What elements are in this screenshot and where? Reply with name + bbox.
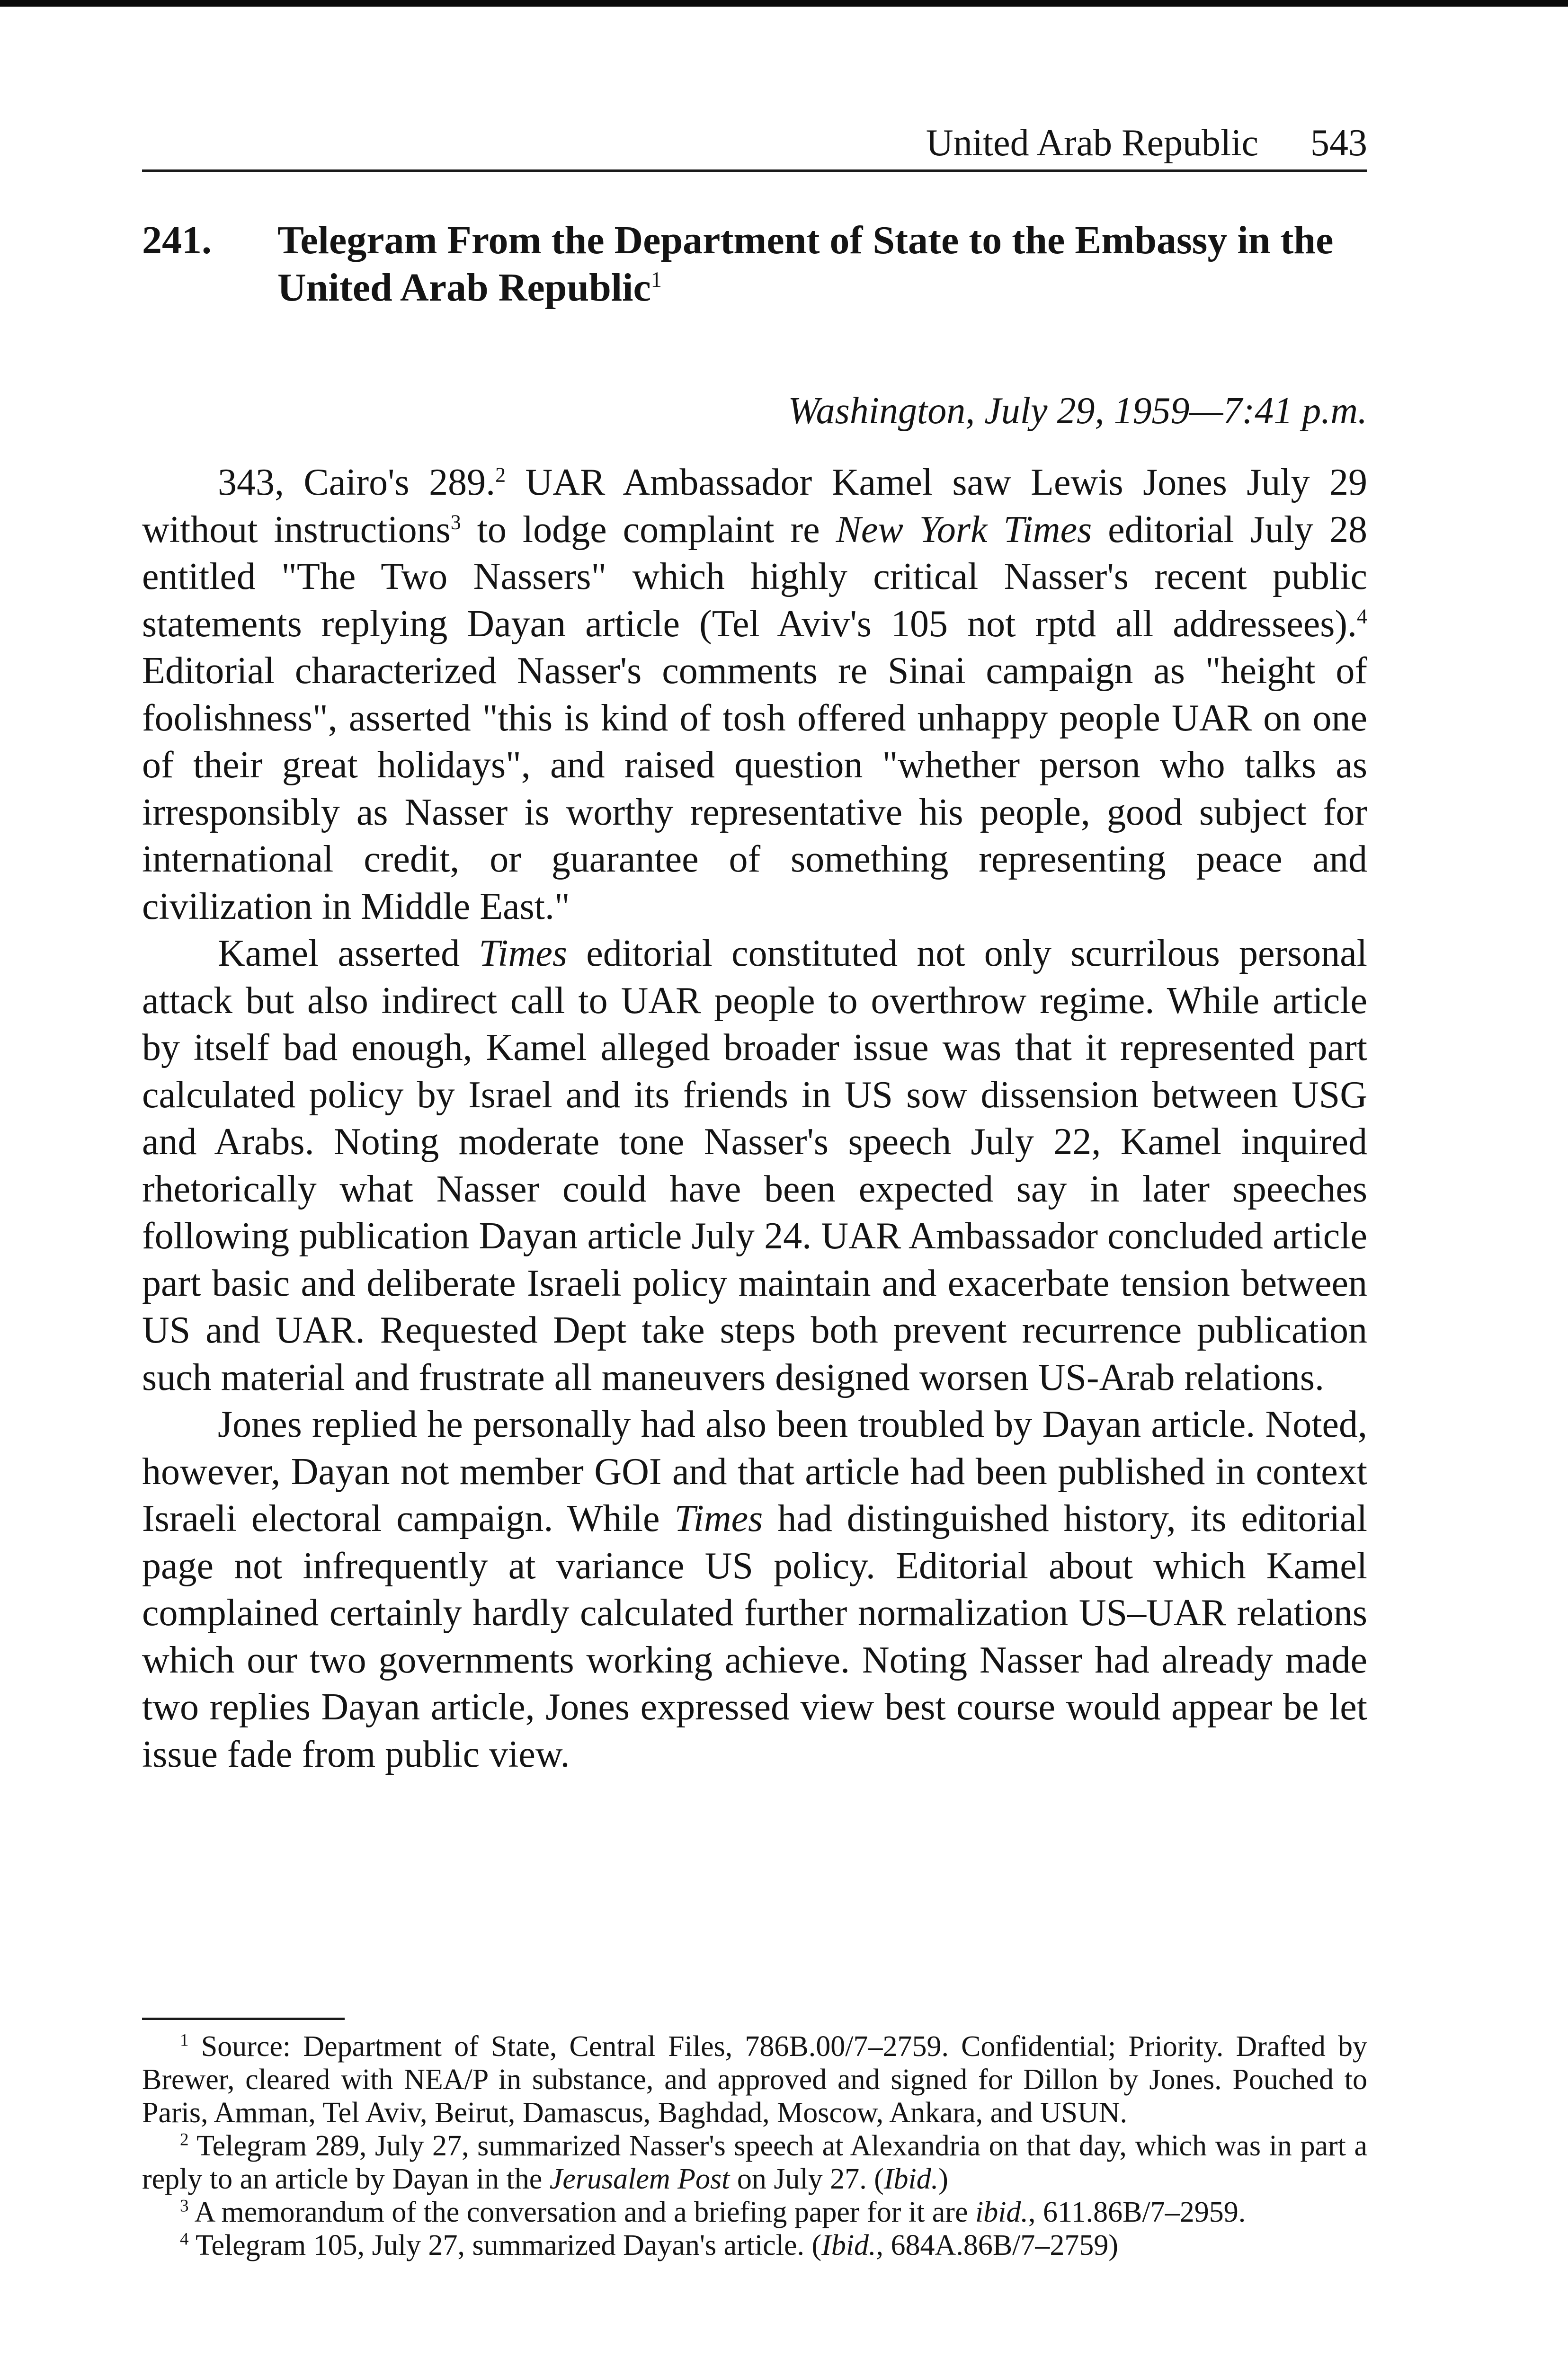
newspaper-title: New York Times <box>836 508 1092 551</box>
newspaper-title: Times <box>479 933 568 974</box>
footnote-ref-4: 4 <box>1357 604 1367 628</box>
paragraph-2-part-2: editorial constituted not only scurrilous personal attack but also indirect call to UAR people to overthrow regime. While article by itself bad enough, Kamel alleged broader issue was that it represented part calculated policy by Israel and its friends in US sow dissension between USG and Arabs. Noting moderate tone Nasser's speech July 22, Kamel inquired rhetorically what Nasser could have been expected say in later speeches following publication Dayan article July 24. UAR Ambassador concluded article part basic and deliberate Israeli policy maintain and exacerbate tension between US and UAR. Requested Dept take steps both prevent recurrence publication such material and frustrate all maneuvers designed worsen US-Arab relations. <box>142 933 1367 1398</box>
footnote-number: 2 <box>180 2130 189 2150</box>
footnote-1 <box>142 2030 1367 2129</box>
paragraph-1-part-1: 343, Cairo's 289. <box>218 462 496 503</box>
paragraph-1-part-4: editorial July 28 entitled "The Two Nassers" which highly critical Nasser's recent public statements replying Dayan article (Tel Aviv's 105 not rptd all addressees). <box>142 508 1368 645</box>
footnote-ref-1: 1 <box>650 267 662 292</box>
footnote-2-part-2: on July 27. ( <box>730 2163 884 2195</box>
document-number: 241. <box>142 218 212 262</box>
footnote-divider <box>142 2018 345 2020</box>
footnote-2-part-1: Telegram 289, July 27, summarized Nasser's speech at Alexandria on that day, which was in part a reply to an article by Dayan in the <box>142 2130 1367 2195</box>
footnote-number: 3 <box>180 2196 189 2216</box>
paragraph-1-part-3: to lodge complaint re <box>461 508 836 551</box>
footnote-ref-3: 3 <box>450 510 461 534</box>
footnote-1-text: Source: Department of State, Central Files, 786B.00/7–2759. Confidential; Priority. Drafted by Brewer, cleared with NEA/P in substance, and approved and signed for Dillon by Jones. Pouched to Paris, Amman, Tel Aviv, Beirut, Damascus, Baghdad, Moscow, Ankara, and USUN. <box>142 2030 1367 2129</box>
footnote-number: 4 <box>180 2229 189 2249</box>
footnote-3 <box>142 2196 1367 2229</box>
document-title-text: Telegram From the Department of State to the Embassy in the United Arab Republic <box>277 218 1334 310</box>
paragraph-1-part-5: Editorial characterized Nasser's comments re Sinai campaign as "height of foolishness", asserted "this is kind of tosh offered unhappy people UAR on one of their great holidays", and raised question "whether person who talks as irresponsibly as Nasser is worthy representative his people, good subject for international credit, or guarantee of something representing peace and civilization in Middle East." <box>142 650 1367 927</box>
footnote-2-part-3: ) <box>938 2163 948 2195</box>
footnotes <box>142 2030 1367 2262</box>
footnote-4 <box>142 2229 1367 2262</box>
paragraph-2-part-1: Kamel asserted <box>218 933 479 974</box>
page-number: 543 <box>1310 122 1367 164</box>
telegram-body <box>142 459 1367 1778</box>
paragraph-3 <box>142 1401 1367 1778</box>
running-head-title: United Arab Republic <box>926 122 1258 164</box>
footnote-3-part-2: , 611.86B/7–2959. <box>1028 2196 1246 2228</box>
newspaper-title: Times <box>674 1498 763 1539</box>
ibid-abbrev: ibid. <box>975 2196 1028 2228</box>
newspaper-title: Jerusalem Post <box>549 2163 730 2195</box>
dateline: Washington, July 29, 1959—7:41 p.m. <box>788 390 1367 432</box>
paragraph-2 <box>142 930 1367 1401</box>
footnote-number: 1 <box>180 2030 189 2050</box>
footnote-ref-2: 2 <box>495 463 506 487</box>
ibid-abbrev: Ibid. <box>821 2229 876 2261</box>
footnote-4-part-2: , 684A.86B/7–2759) <box>876 2229 1119 2261</box>
footnote-2 <box>142 2129 1367 2196</box>
paragraph-1 <box>142 459 1367 930</box>
footnote-4-part-1: Telegram 105, July 27, summarized Dayan's article. ( <box>188 2229 822 2261</box>
footnote-3-part-1: A memorandum of the conversation and a briefing paper for it are <box>188 2196 975 2228</box>
page-top-border <box>0 0 1568 7</box>
running-head <box>142 116 1367 172</box>
ibid-abbrev: Ibid. <box>883 2163 939 2195</box>
paragraph-3-part-2: had distinguished history, its editorial page not infrequently at variance US policy. Editorial about which Kamel complained certainly hardly calculated further normalization US–UAR relations which our two governments working achieve. Noting Nasser had already made two replies Dayan article, Jones expressed view best course would appear be let issue fade from public view. <box>142 1498 1368 1775</box>
document-title <box>277 217 1367 311</box>
paragraph-1-part-2: UAR Ambassador Kamel saw Lewis Jones July 29 without instructions <box>142 462 1368 551</box>
paragraph-3-part-1: Jones replied he personally had also been troubled by Dayan article. Noted, however, Dayan not member GOI and that article had been published in context Israeli electoral campaign. While <box>142 1404 1367 1539</box>
